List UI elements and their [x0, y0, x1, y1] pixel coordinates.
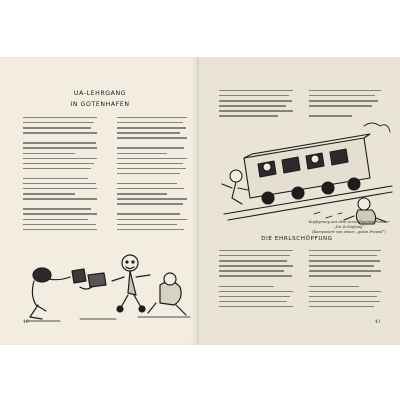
text-line: [309, 286, 359, 287]
text-line: [117, 117, 187, 118]
text-line: [219, 306, 293, 307]
text-line: [309, 275, 371, 276]
left-page-column-2: [117, 117, 187, 234]
text-line: [219, 90, 293, 91]
text-line: [309, 270, 381, 271]
text-line: [117, 203, 183, 204]
text-line: [117, 198, 187, 199]
text-line: [117, 158, 187, 159]
caption-line-1: Kopfsprung aus dem zerschlissenen Fenster „Die Schöpfung“: [308, 220, 390, 229]
text-line: [117, 224, 177, 225]
text-line: [23, 158, 97, 159]
text-line: [309, 110, 359, 111]
text-line: [23, 137, 88, 138]
text-line: [117, 183, 177, 184]
text-line: [23, 173, 97, 174]
text-line: [23, 117, 97, 118]
text-line: [219, 100, 292, 101]
right-page-column-2: [309, 90, 381, 120]
text-line: [23, 213, 97, 214]
right-page-column-4: [309, 250, 381, 311]
text-line: [309, 255, 377, 256]
text-line: [23, 188, 97, 189]
text-line: [309, 105, 372, 106]
text-line: [219, 95, 289, 96]
text-line: [117, 147, 184, 148]
right-illustration: [214, 118, 394, 228]
text-line: [117, 142, 177, 143]
text-line: [23, 127, 91, 128]
text-line: [219, 301, 287, 302]
text-line: [23, 203, 94, 204]
text-line: [219, 286, 274, 287]
text-line: [219, 265, 293, 266]
left-illustration: [20, 247, 200, 327]
heading-line-1: UA-LEHRGANG: [73, 90, 127, 97]
text-line: [117, 173, 180, 174]
text-line: [219, 280, 293, 281]
text-line: [309, 100, 378, 101]
left-page-column-1: [23, 117, 97, 234]
text-line: [23, 219, 88, 220]
text-line: [309, 90, 381, 91]
text-line: [23, 122, 94, 123]
text-line: [219, 275, 292, 276]
text-line: [309, 250, 381, 251]
text-line: [23, 198, 97, 199]
right-page-column-1: [219, 90, 293, 120]
text-line: [23, 229, 97, 230]
right-page-column-3: [219, 250, 293, 311]
left-page-number: 40: [23, 320, 29, 325]
text-line: [219, 110, 293, 111]
text-line: [117, 229, 184, 230]
text-line: [219, 270, 284, 271]
text-line: [23, 153, 75, 154]
text-line: [23, 163, 94, 164]
text-line: [117, 163, 183, 164]
text-line: [309, 95, 375, 96]
text-line: [117, 219, 187, 220]
text-line: [309, 301, 380, 302]
text-line: [117, 213, 180, 214]
text-line: [219, 250, 293, 251]
text-line: [23, 147, 97, 148]
text-line: [23, 208, 91, 209]
text-line: [117, 193, 167, 194]
text-line: [117, 153, 167, 154]
text-line: [309, 291, 381, 292]
text-line: [23, 168, 91, 169]
illustration-caption: [306, 220, 392, 235]
text-line: [309, 115, 352, 116]
text-line: [309, 280, 378, 281]
text-line: [117, 168, 186, 169]
text-line: [117, 178, 187, 179]
text-line: [219, 296, 290, 297]
text-line: [23, 178, 88, 179]
text-line: [23, 193, 75, 194]
text-line: [219, 105, 286, 106]
text-line: [23, 142, 96, 143]
text-line: [117, 127, 186, 128]
right-page-heading: DIE EHRLSCHÖPFUNG: [261, 236, 333, 242]
text-line: [219, 255, 290, 256]
text-line: [23, 132, 97, 133]
text-line: [117, 137, 187, 138]
text-line: [219, 115, 278, 116]
text-line: [117, 208, 186, 209]
text-line: [219, 260, 287, 261]
text-line: [309, 296, 377, 297]
right-page-number: 41: [375, 320, 381, 325]
text-line: [23, 183, 96, 184]
caption-line-2: (Komponiert von einem „guten Freund“): [312, 229, 386, 234]
text-line: [219, 291, 293, 292]
text-line: [309, 265, 374, 266]
left-page-heading: [60, 90, 140, 109]
text-line: [23, 224, 96, 225]
heading-line-2: IN GOTENHAFEN: [70, 101, 130, 109]
text-line: [117, 122, 183, 123]
text-line: [117, 132, 180, 133]
text-line: [309, 260, 380, 261]
text-line: [309, 306, 374, 307]
text-line: [117, 188, 184, 189]
